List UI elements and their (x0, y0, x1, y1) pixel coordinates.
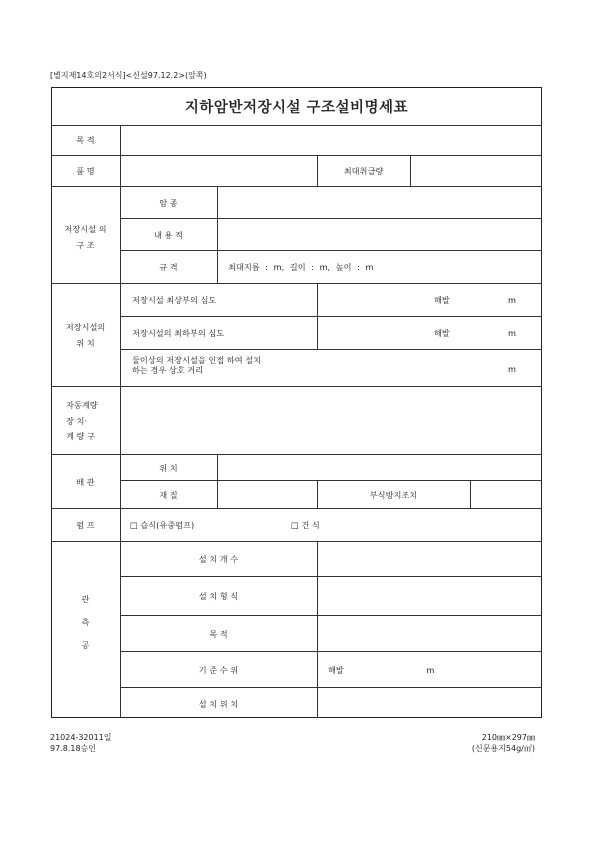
well-location-field[interactable] (319, 689, 540, 716)
well-purpose-label: 목 적 (209, 629, 228, 639)
max-qty-label: 최대취급량 (343, 166, 384, 176)
divider (51, 508, 542, 509)
divider (120, 480, 542, 481)
piping-label: 배 관 (76, 477, 95, 487)
paper-type: (신문용지54g/㎡) (471, 743, 535, 753)
divider (120, 687, 542, 688)
divider (51, 541, 542, 542)
well-type-label: 설 치 형 식 (198, 591, 239, 601)
spec-value[interactable]: 최대지름 : m, 길이 : m, 높이 : m (228, 262, 374, 272)
auto-meter-label: 자동계량 장 치· 계 량 구 (66, 400, 98, 442)
bottom-depth-label: 저장시설의 최하부의 심도 (132, 328, 225, 338)
rock-type-label: 암 종 (159, 198, 178, 208)
divider (51, 283, 542, 284)
well-purpose-field[interactable] (319, 617, 540, 649)
structure-label: 저장시설 의 구 조 (64, 224, 107, 250)
volume-label: 내 용 적 (154, 230, 183, 240)
pipe-position-field[interactable] (219, 456, 540, 478)
pump-dry-checkbox[interactable]: □ 건 식 (291, 520, 320, 530)
well-count-field[interactable] (319, 543, 540, 574)
top-depth-unit: m (508, 295, 516, 305)
bottom-depth-sea-level: 해발 (434, 328, 450, 338)
divider (51, 386, 542, 387)
spec-label: 규 격 (159, 262, 178, 272)
paper-spec (472, 733, 535, 755)
form-number-line1: 21024-32011일 (50, 733, 112, 742)
well-ref-level-label: 기 준 수 위 (198, 665, 239, 675)
rock-type-field[interactable] (219, 188, 540, 216)
form-number (50, 733, 112, 755)
form-header: [별지제14호의2서식]<신설97.12.2>(앞쪽) (50, 71, 207, 80)
pump-wet-checkbox[interactable]: □ 습식(유중펌프) (130, 520, 195, 530)
product-field[interactable] (122, 157, 315, 184)
well-ref-value[interactable]: 해발 m (328, 665, 435, 675)
bottom-depth-unit: m (508, 328, 516, 338)
divider (51, 155, 542, 156)
divider (120, 349, 542, 350)
divider (217, 454, 218, 508)
divider (51, 125, 542, 126)
well-label: 관 측 공 (81, 594, 90, 650)
divider (120, 651, 542, 652)
volume-field[interactable] (219, 220, 540, 248)
adjacent-distance-label: 둘이상의 저장시설을 인접 하여 설치 하는 경우 상호 거리 (132, 355, 262, 376)
location-label: 저장시설의 위 치 (65, 322, 106, 348)
pump-label: 펌 프 (76, 520, 95, 530)
divider (120, 576, 542, 577)
purpose-label: 목 적 (76, 135, 95, 145)
well-type-field[interactable] (319, 578, 540, 613)
pipe-material-field[interactable] (219, 482, 315, 506)
divider (120, 316, 542, 317)
well-location-label: 설 치 위 치 (198, 699, 239, 709)
paper-size: 210㎜×297㎜ (481, 733, 535, 742)
max-qty-field[interactable] (412, 157, 540, 184)
well-count-label: 설 치 개 수 (198, 554, 239, 564)
auto-meter-field[interactable] (122, 388, 540, 452)
divider (120, 250, 542, 251)
divider (120, 218, 542, 219)
divider (51, 454, 542, 455)
corrosion-field[interactable] (472, 482, 540, 506)
divider (51, 186, 542, 187)
divider (120, 615, 542, 616)
divider (470, 480, 471, 508)
divider (410, 155, 411, 186)
form-title: 지하암반저장시설 구조설비명세표 (184, 99, 409, 116)
divider (317, 541, 318, 718)
top-depth-label: 저장시설 최상부의 심도 (132, 295, 217, 305)
top-depth-sea-level: 해발 (434, 295, 450, 305)
pipe-position-label: 위 치 (159, 463, 178, 473)
purpose-field[interactable] (122, 127, 540, 153)
divider (217, 186, 218, 283)
product-label: 품 명 (76, 166, 95, 176)
pipe-material-label: 재 질 (159, 490, 178, 500)
corrosion-label: 부식방지조치 (369, 490, 418, 500)
divider (317, 283, 318, 349)
adjacent-distance-unit: m (508, 364, 516, 374)
form-number-line2: 97.8.18승인 (50, 743, 96, 753)
